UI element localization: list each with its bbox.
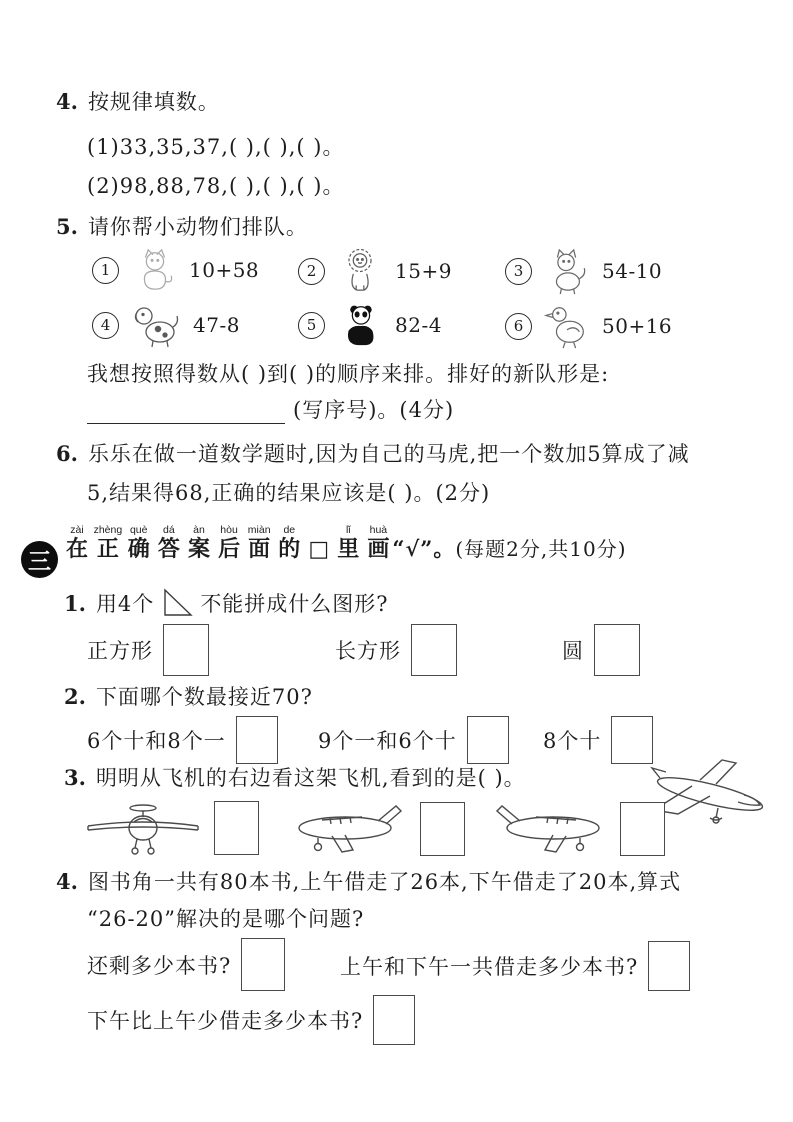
option-label: 6个十和8个一 [87,729,226,753]
question-text-post: 不能拼成什么图形? [200,592,389,616]
q3-option-front-view [84,798,259,858]
dog-icon [131,302,181,348]
item-number: 2 [306,262,317,280]
q2-option-2 [318,716,509,764]
q1-option-rectangle [335,624,457,676]
circled-number [298,312,325,339]
expression: 10+58 [189,258,260,282]
expression: 54-10 [602,259,663,283]
q3-option-left-side-view [290,800,465,858]
q1-option-square [87,624,209,676]
question-number: 3. [64,765,86,790]
q2-option-1 [87,716,278,764]
answer-checkbox[interactable] [163,624,209,676]
option-label: 下午比上午少借走多少本书? [87,1009,364,1033]
question-2-title [64,681,313,711]
answer-checkbox[interactable] [594,624,640,676]
question-number: 5. [56,214,78,239]
q3-option-right-side-view [490,800,665,858]
expression: 82-4 [395,313,442,337]
question-3-title [64,762,526,792]
title-char: 确què [127,524,150,562]
option-label: 正方形 [87,639,153,663]
question-6-line2: 5,结果得68,正确的结果应该是( )。(2分) [87,481,491,505]
circled-number [92,312,119,339]
question-6-line1 [56,438,690,468]
item-number: 4 [100,316,111,334]
animal-item-2 [298,246,452,296]
answer-blank-line[interactable] [87,399,285,424]
section-three-marker [21,541,58,578]
question-4-line1 [56,866,681,896]
check-mark-text: “√”。 [392,536,456,561]
title-char: 里lǐ [337,524,360,562]
question-text: 按规律填数。 [87,90,220,114]
question-text-pre: 用4个 [95,592,155,616]
item-number: 5 [306,316,317,334]
title-char: 案àn [187,524,210,562]
animal-item-5 [298,300,442,350]
question-text: 明明从飞机的右边看这架飞机,看到的是( )。 [95,766,526,790]
answer-checkbox[interactable] [411,624,457,676]
question-number: 4. [56,869,78,894]
question-text: 下面哪个数最接近70? [95,685,313,709]
animal-item-1 [92,246,259,294]
duck-icon [544,302,590,350]
option-label: 8个十 [543,729,602,753]
q4-option-afternoon-fewer [87,995,415,1045]
question-number: 4. [56,89,78,114]
answer-checkbox[interactable] [241,938,285,991]
question-5-order-line: 我想按照得数从( )到( )的顺序来排。排好的新队形是: [87,362,610,386]
title-char: 面miàn [247,524,271,562]
title-char: 答dá [157,524,180,562]
circled-number [298,258,325,285]
answer-checkbox[interactable] [420,802,465,856]
circled-number [92,257,119,284]
answer-checkbox[interactable] [620,802,665,856]
airplane-front-view-icon [84,798,202,858]
item-number: 6 [513,317,524,335]
question-number: 6. [56,441,78,466]
circled-number [505,313,532,340]
question-4-sub2: (2)98,88,78,( ),( ),( )。 [87,174,345,198]
question-number: 2. [64,684,86,709]
question-1-title [64,588,389,618]
animal-item-6 [505,302,672,350]
animal-item-3 [505,246,662,296]
square-box-glyph: □ [308,536,330,562]
question-number: 1. [64,590,86,616]
lion-icon [337,246,383,296]
question-5-title [56,211,308,241]
question-4-title [56,86,220,116]
question-text: 乐乐在做一道数学题时,因为自己的马虎,把一个数加5算成了减 [87,442,690,466]
title-char: 后hòu [218,524,241,562]
expression: 50+16 [602,314,673,338]
title-char: 画huà [367,524,390,562]
option-label: 圆 [562,639,584,663]
answer-checkbox[interactable] [236,716,278,764]
answer-checkbox[interactable] [648,941,690,991]
q4-option-total-borrowed [340,941,690,991]
title-char: 的de [278,524,301,562]
option-label: 上午和下午一共借走多少本书? [340,955,639,979]
q4-option-remaining [87,938,285,991]
title-char: 正zhèng [93,524,123,562]
answer-checkbox[interactable] [214,801,259,855]
animal-item-4 [92,302,240,348]
section-number: 三 [28,548,51,575]
answer-checkbox[interactable] [467,716,509,764]
question-text: 请你帮小动物们排队。 [87,215,308,239]
expression: 47-8 [193,313,240,337]
question-text: 图书角一共有80本书,上午借走了26本,下午借走了20本,算式 [87,870,682,894]
airplane-right-side-icon [490,800,608,858]
option-label: 还剩多少本书? [87,953,232,978]
blank-note: (写序号)。(4分) [293,398,455,422]
option-label: 长方形 [335,639,401,663]
expression: 15+9 [395,259,452,283]
airplane-left-side-icon [290,800,408,858]
option-label: 9个一和6个十 [318,729,457,753]
title-char: 在zài [66,524,89,562]
item-number: 1 [100,261,111,279]
question-4-line2: “26-20”解决的是哪个问题? [87,907,365,931]
section-three-title [66,524,627,563]
item-number: 3 [513,262,524,280]
question-5-answer-row [87,394,454,424]
score-note: (每题2分,共10分) [455,537,627,561]
circled-number [505,258,532,285]
puppy-icon [544,246,590,296]
panda-icon [337,300,383,350]
q1-option-circle [562,624,640,676]
answer-checkbox[interactable] [373,995,415,1045]
triangle-shape-icon [160,588,194,618]
cat-icon [131,246,177,294]
question-4-sub1: (1)33,35,37,( ),( ),( )。 [87,135,345,159]
